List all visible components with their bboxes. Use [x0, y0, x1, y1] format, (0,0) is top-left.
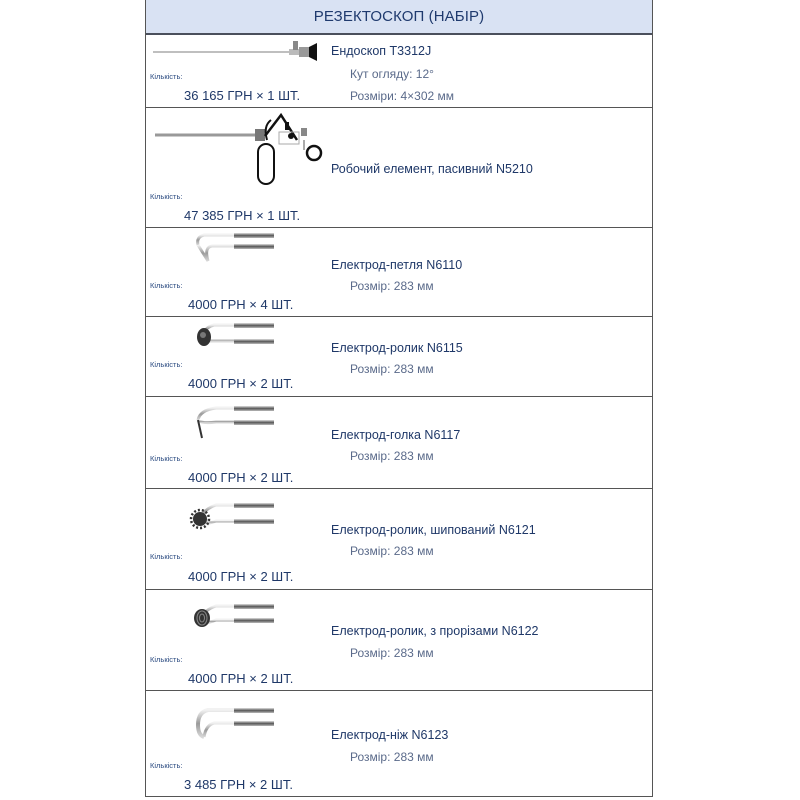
item-name: Ендоскоп T3312J	[331, 44, 432, 58]
item-spec: Розміри: 4×302 мм	[350, 89, 455, 103]
item-name: Електрод-ролик N6115	[331, 341, 463, 355]
item-spec: Розмір: 283 мм	[350, 279, 434, 293]
table-row	[146, 590, 652, 691]
loop-electrode-image	[186, 231, 281, 271]
item-name: Електрод-голка N6117	[331, 428, 461, 442]
price-quantity: 4000 ГРН × 2 ШТ.	[188, 671, 294, 686]
quantity-label: Кількість:	[150, 454, 183, 463]
price-quantity: 47 385 ГРН × 1 ШТ.	[184, 208, 301, 223]
table-row	[146, 108, 652, 228]
item-name: Електрод-петля N6110	[331, 258, 463, 272]
grooved-roller-electrode-image	[186, 600, 281, 640]
item-name: Електрод-ніж N6123	[331, 728, 449, 742]
set-title: РЕЗЕКТОСКОП (НАБІР)	[313, 8, 485, 25]
item-spec: Розмір: 283 мм	[350, 646, 434, 660]
quantity-label: Кількість:	[150, 192, 183, 201]
item-spec: Розмір: 283 мм	[350, 449, 434, 463]
product-set-table	[145, 0, 653, 797]
quantity-label: Кількість:	[150, 552, 183, 561]
table-row	[146, 317, 652, 397]
working-element-image	[151, 110, 331, 190]
price-quantity: 4000 ГРН × 2 ШТ.	[188, 470, 294, 485]
item-name: Електрод-ролик, шипований N6121	[331, 523, 536, 537]
price-quantity: 4000 ГРН × 2 ШТ.	[188, 569, 294, 584]
price-quantity: 36 165 ГРН × 1 ШТ.	[184, 88, 301, 103]
table-row	[146, 397, 652, 489]
quantity-label: Кількість:	[150, 72, 183, 81]
table-row	[146, 489, 652, 590]
item-spec: Розмір: 283 мм	[350, 362, 434, 376]
spiked-roller-electrode-image	[186, 499, 281, 539]
item-name: Електрод-ролик, з прорізами N6122	[331, 624, 539, 638]
quantity-label: Кількість:	[150, 761, 183, 770]
item-name: Робочий елемент, пасивний N5210	[331, 162, 533, 176]
table-row	[146, 228, 652, 317]
quantity-label: Кількість:	[150, 360, 183, 369]
table-row	[146, 35, 652, 108]
price-quantity: 4000 ГРН × 2 ШТ.	[188, 376, 294, 391]
quantity-label: Кількість:	[150, 281, 183, 290]
item-spec: Розмір: 283 мм	[350, 544, 434, 558]
table-header	[146, 0, 652, 35]
price-quantity: 3 485 ГРН × 2 ШТ.	[184, 777, 293, 792]
item-spec: Розмір: 283 мм	[350, 750, 434, 764]
endoscope-image	[151, 37, 327, 61]
quantity-label: Кількість:	[150, 655, 183, 664]
table-row	[146, 691, 652, 797]
needle-electrode-image	[186, 402, 281, 442]
item-spec: Кут огляду: 12°	[350, 67, 434, 81]
roller-electrode-image	[186, 319, 281, 359]
knife-electrode-image	[186, 705, 281, 745]
price-quantity: 4000 ГРН × 4 ШТ.	[188, 297, 294, 312]
